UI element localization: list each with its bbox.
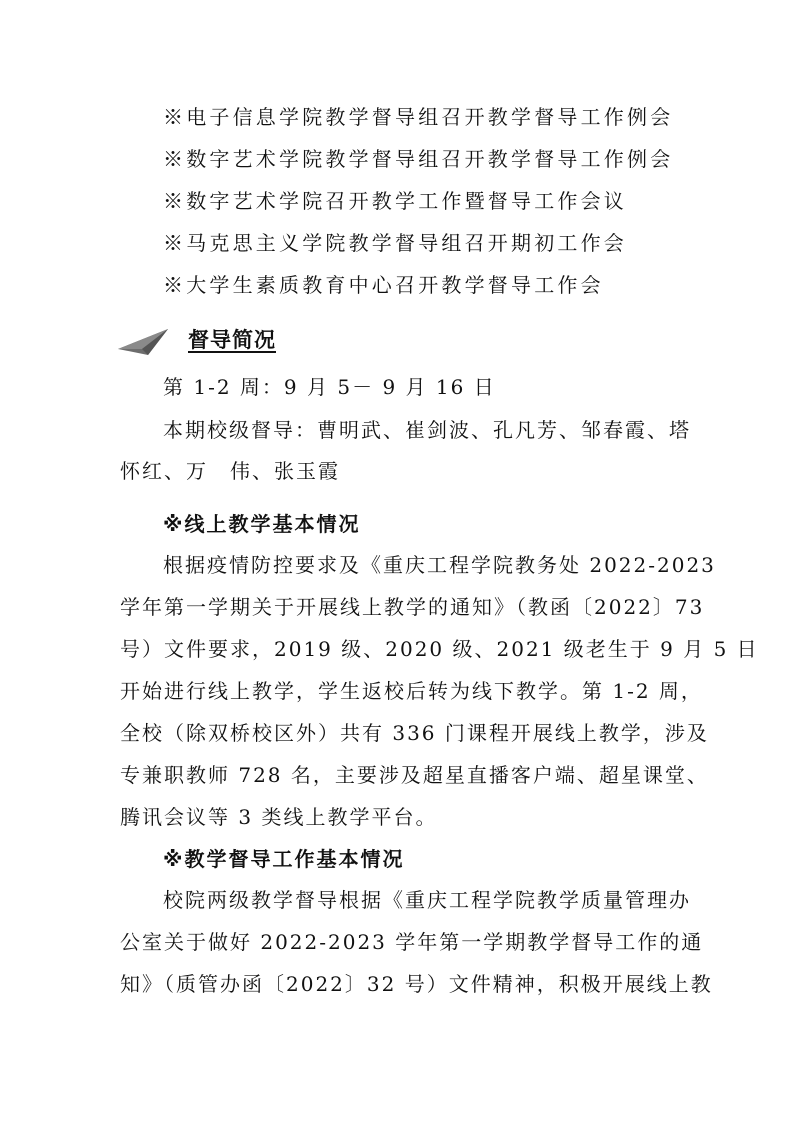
paragraph-line: 学年第一学期关于开展线上教学的通知》（教函〔2022〕73 bbox=[120, 595, 705, 619]
online-heading: ※线上教学基本情况 bbox=[163, 512, 361, 536]
paper-plane-icon bbox=[118, 327, 170, 357]
supervisors-text: 本期校级督导：曹明武、崔剑波、孔凡芳、邹春霞、塔 bbox=[163, 418, 691, 442]
period-text: 第 1-2 周：9 月 5－ 9 月 16 日 bbox=[163, 375, 496, 399]
section-title: 督导简况 bbox=[188, 328, 276, 352]
paragraph-line: 号）文件要求，2019 级、2020 级、2021 级老生于 9 月 5 日 bbox=[120, 637, 759, 661]
paragraph-line: 知》（质管办函〔2022〕32 号）文件精神，积极开展线上教 bbox=[120, 972, 713, 996]
news-item: ※数字艺术学院召开教学工作暨督导工作会议 bbox=[163, 189, 627, 213]
paragraph-line: 专兼职教师 728 名，主要涉及超星直播客户端、超星课堂、 bbox=[120, 763, 709, 787]
supervisors-text-cont: 怀红、万 伟、张玉霞 bbox=[120, 459, 340, 483]
news-item: ※数字艺术学院教学督导组召开教学督导工作例会 bbox=[163, 147, 674, 171]
section-header bbox=[118, 325, 418, 359]
paragraph-line: 腾讯会议等 3 类线上教学平台。 bbox=[120, 805, 438, 829]
paragraph-line: 全校（除双桥校区外）共有 336 门课程开展线上教学，涉及 bbox=[120, 721, 709, 745]
news-item: ※电子信息学院教学督导组召开教学督导工作例会 bbox=[163, 105, 674, 129]
paragraph-line: 公室关于做好 2022-2023 学年第一学期教学督导工作的通 bbox=[120, 930, 704, 954]
paragraph-line: 校院两级教学督导根据《重庆工程学院教学质量管理办 bbox=[163, 888, 691, 912]
paragraph-line: 根据疫情防控要求及《重庆工程学院教务处 2022-2023 bbox=[163, 553, 716, 577]
supervision-heading: ※教学督导工作基本情况 bbox=[163, 847, 405, 871]
news-item: ※大学生素质教育中心召开教学督导工作会 bbox=[163, 273, 604, 297]
paragraph-line: 开始进行线上教学，学生返校后转为线下教学。第 1-2 周， bbox=[120, 679, 703, 703]
news-item: ※马克思主义学院教学督导组召开期初工作会 bbox=[163, 231, 627, 255]
